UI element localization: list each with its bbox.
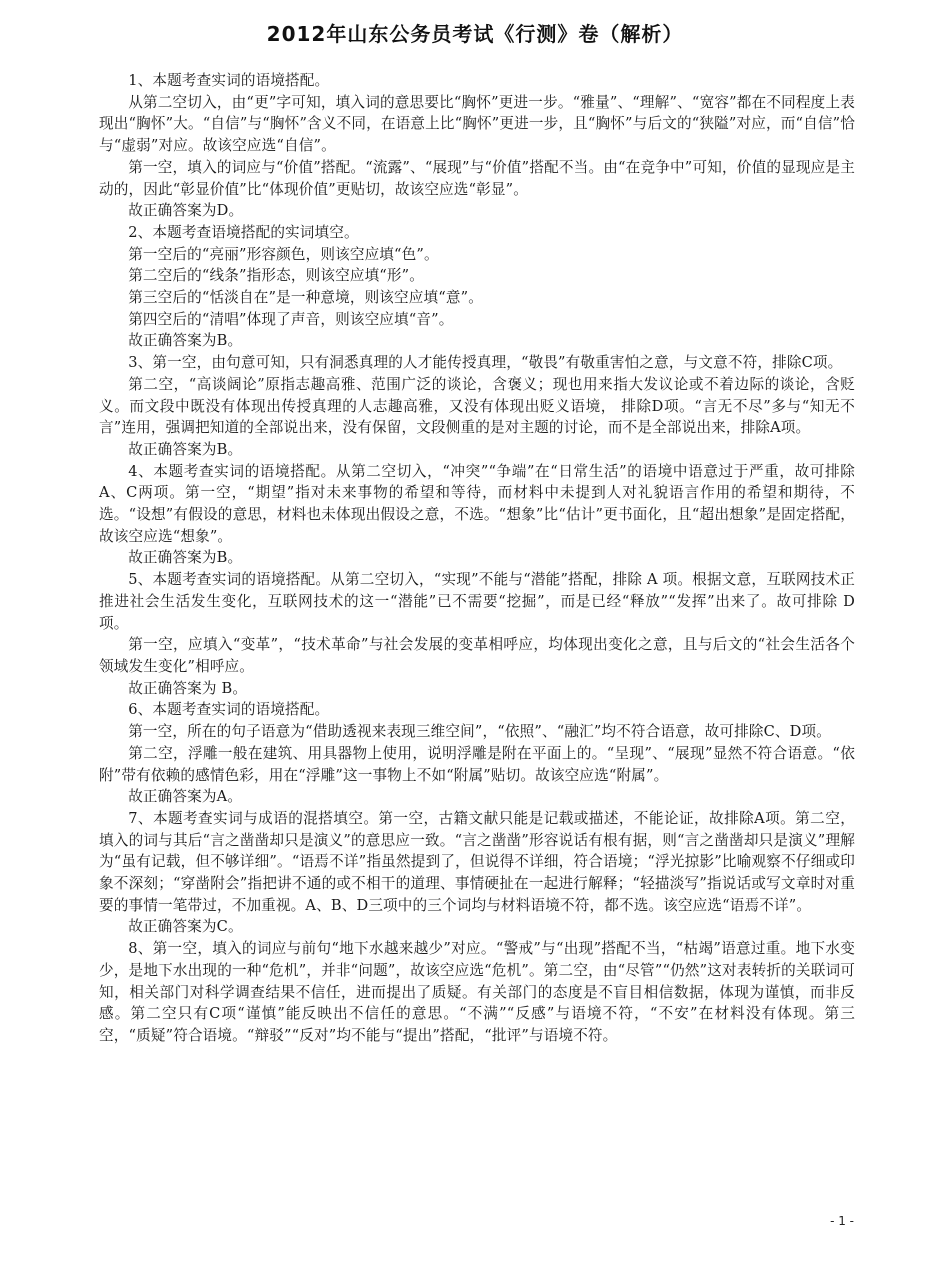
paragraph: 5、本题考查实词的语境搭配。从第二空切入，“实现”不能与“潜能”搭配，排除 A 项。根据文意，互联网技术正推进社会生活发生变化，互联网技术的这一“潜能”已不需要“挖掘”，而是已经“释放”“发挥”出来了。故可排除 D 项。 (99, 571, 855, 632)
paragraph: 第四空后的“清唱”体现了声音，则该空应填“音”。 (128, 310, 454, 328)
answer-line: 故正确答案为 B。 (128, 679, 248, 697)
paragraph: 第三空后的“恬淡自在”是一种意境，则该空应填“意”。 (128, 289, 483, 307)
paragraph: 第一空，填入的词应与“价值”搭配。“流露”、“展现”与“价值”搭配不当。由“在竞争中”可知，价值的显现应是主动的，因此“彰显价值”比“体现价值”更贴切，故该空应选“彰显”。 (99, 158, 855, 198)
paragraph: 2、本题考查语境搭配的实词填空。 (128, 223, 359, 241)
paragraph: 第一空，应填入“变革”，“技术革命”与社会发展的变革相呼应，均体现出变化之意，且与后文的“社会生活各个领域发生变化”相呼应。 (99, 636, 855, 675)
paragraph: 第一空，所在的句子语意为“借助透视来表现三维空间”，“依照”、“融汇”均不符合语意，故可排除C、D项。 (128, 723, 832, 741)
paragraph: 第一空后的“亮丽”形容颜色，则该空应填“色”。 (128, 245, 439, 263)
paragraph: 3、第一空，由句意可知，只有洞悉真理的人才能传授真理，“敬畏”有敬重害怕之意，与文意不符，排除C项。 (128, 354, 843, 372)
answer-line: 故正确答案为C。 (128, 918, 243, 936)
page-title: 2012年山东公务员考试《行测》卷（解析） (266, 22, 684, 46)
paragraph: 8、第一空，填入的词应与前句“地下水越来越少”对应。“警戒”与“出现”搭配不当，“枯竭”语意过重。地下水变少，是地下水出现的一种“危机”，并非“问题”，故该空应选“危机”。第二空，由“尽管”“仍然”这对表转折的关联词可知，相关部门对科学调查结果不信任，进而提出了质疑。有关部门的态度是不盲目相信数据，体现为谨慎，而非反感。第二空只有C项“谨慎”能反映出不信任的意思。“不满”“反感”与语境不符，“不安”在材料没有体现。第三空，“质疑”符合语境。“辩驳”“反对”均不能与“提出”搭配，“批评”与语境不符。 (99, 940, 855, 1044)
paragraph: 7、本题考查实词与成语的混搭填空。第一空，古籍文献只能是记载或描述，不能论证，故排除A项。第二空，填入的词与其后“言之凿凿却只是演义”的意思应一致。“言之凿凿”形容说话有根有据，则“言之凿凿却只是演义”理解为“虽有记载，但不够详细”。“语焉不详”指虽然提到了，但说得不详细，符合语境；“浮光掠影”比喻观察不仔细或印象不深刻；“穿凿附会”指把讲不通的或不相干的道理、事情硬扯在一起进行解释；“轻描淡写”指说话或写文章时对重要的事情一笔带过，不加重视。A、B、D三项中的三个词均与材料语境不符，都不选。该空应选“语焉不详”。 (99, 809, 855, 914)
answer-line: 故正确答案为A。 (128, 788, 243, 806)
paragraph: 6、本题考查实词的语境搭配。 (128, 701, 330, 719)
document-body (99, 70, 855, 1047)
answer-line: 故正确答案为B。 (128, 549, 243, 567)
paragraph: 4、本题考查实词的语境搭配。从第二空切入，“冲突”“争端”在“日常生活”的语境中语意过于严重，故可排除A、C两项。第一空，“期望”指对未来事物的希望和等待，而材料中未提到人对礼貌语言作用的希望和期待，不选。“设想”有假设的意思，材料也未体现出假设之意，不选。“想象”比“估计”更书面化，且“超出想象”是固定搭配，故该空应选“想象”。 (99, 462, 855, 545)
paragraph: 1、本题考查实词的语境搭配。 (128, 72, 330, 89)
page-number: - 1 - (830, 1214, 854, 1228)
answer-line: 故正确答案为B。 (128, 332, 243, 350)
paragraph: 第二空，浮雕一般在建筑、用具器物上使用，说明浮雕是附在平面上的。“呈现”、“展现”显然不符合语意。“依附”带有依赖的感情色彩，用在“浮雕”这一事物上不如“附属”贴切。故该空应选“附属”。 (99, 744, 855, 784)
paragraph: 从第二空切入，由“更”字可知，填入词的意思要比“胸怀”更进一步。“雅量”、“理解”、“宽容”都在不同程度上表现出“胸怀”大。“自信”与“胸怀”含义不同，在语意上比“胸怀”更进一步，且“胸怀”与后文的“狭隘”对应，而“自信”恰与“虚弱”对应。故该空应选“自信”。 (99, 93, 855, 155)
answer-line: 故正确答案为D。 (128, 202, 244, 220)
paragraph: 第二空，“高谈阔论”原指志趣高雅、范围广泛的谈论，含褒义；现也用来指大发议论或不着边际的谈论，含贬义。而文段中既没有体现出传授真理的人志趣高雅，又没有体现出贬义语境， 排除D项。“言无不尽”多与“知无不言”连用，强调把知道的全部说出来，没有保留，文段侧重的是对主题的讨论，而不是全部说出来，排除A项。 (99, 375, 855, 437)
answer-line: 故正确答案为B。 (128, 440, 243, 458)
paragraph: 第二空后的“线条”指形态，则该空应填“形”。 (128, 267, 425, 285)
